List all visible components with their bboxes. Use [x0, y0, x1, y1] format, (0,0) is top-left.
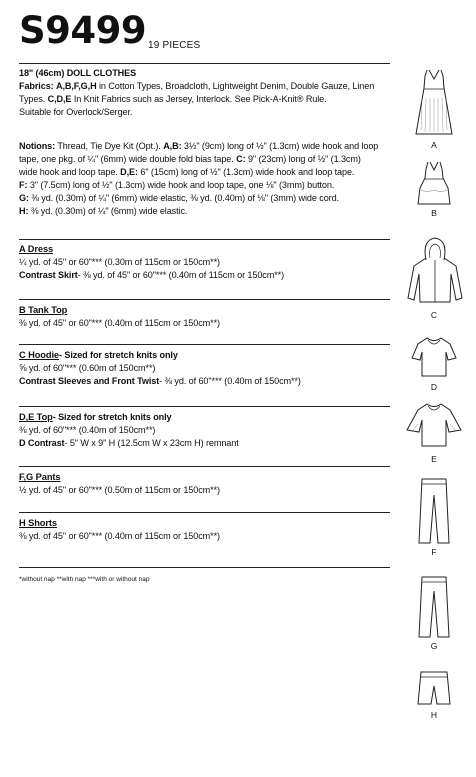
view-e-illustration	[404, 400, 464, 466]
notions-line-5	[19, 192, 390, 205]
view-c-illustration	[404, 236, 464, 322]
yardage-line: ⅜ yd. of 45" or 60"*** (0.40m of 115cm or 150cm**)	[19, 318, 220, 328]
section-h-shorts	[19, 517, 390, 543]
notions-text: 3½" (9cm) long of ½" (1.3cm) wide hook and loop	[181, 141, 379, 151]
tank-top-drawing	[412, 160, 456, 206]
section-heading-note: - Sized for stretch knits only	[59, 350, 178, 360]
view-f-illustration	[404, 477, 464, 559]
yardage-line: ⅝ yd. of 60"*** (0.60m of 150cm**)	[19, 363, 156, 373]
notions-block	[19, 140, 390, 218]
contrast-label: Contrast Skirt	[19, 270, 78, 280]
section-heading: B Tank Top	[19, 305, 68, 315]
pants-g-drawing	[414, 575, 454, 639]
notions-line-2	[19, 153, 390, 166]
notions-text: tape, one pkg. of ¼" (6mm) wide double fold bias tape.	[19, 154, 237, 164]
notions-view-label: D,E:	[120, 167, 138, 177]
notions-view-label: A,B:	[163, 141, 182, 151]
section-heading-text: D,E Top	[19, 412, 53, 422]
top-e-drawing	[405, 400, 463, 450]
divider	[19, 63, 390, 64]
section-heading-note: - Sized for stretch knits only	[52, 412, 172, 422]
view-label: D	[430, 382, 438, 392]
yardage-line	[19, 375, 390, 388]
fabrics-text-2: In Knit Fabrics such as Jersey, Interlock. See Pick-A-Knit® Rule.	[71, 94, 327, 104]
yardage-text: - ⅜ yd. of 60"*** (0.40m of 150cm**)	[159, 376, 301, 386]
notions-line-6	[19, 205, 390, 218]
view-label: G	[430, 641, 438, 651]
shorts-drawing	[414, 670, 454, 708]
divider	[19, 567, 390, 568]
nap-footnote: *without nap **with nap ***with or without nap	[19, 576, 150, 583]
notions-view-label: H:	[19, 206, 29, 216]
view-g-illustration	[404, 575, 464, 653]
yardage-line: ¼ yd. of 45" or 60"*** (0.30m of 115cm or 150cm**)	[19, 257, 220, 267]
notions-text: ⅜ yd. (0.30m) of ¼" (6mm) wide elastic, ⅜ yd. (0.40m) of ⅛" (3mm) wide cord.	[28, 193, 339, 203]
notions-view-label: C:	[236, 154, 246, 164]
fabrics-label: Fabrics:	[19, 81, 54, 91]
fabrics-views-2: C,D,E	[47, 94, 72, 104]
yardage-line: ⅜ yd. of 60"*** (0.40m of 150cm**)	[19, 425, 156, 435]
section-heading: H Shorts	[19, 518, 57, 528]
view-d-illustration	[404, 334, 464, 396]
hoodie-drawing	[404, 236, 466, 306]
section-de-top	[19, 411, 390, 450]
divider	[19, 406, 390, 407]
view-label: H	[430, 710, 438, 720]
view-label: A	[431, 140, 437, 150]
notions-text: 3" (7.5cm) long of ½" (1.3cm) wide hook and loop tape, one ⅛" (3mm) button.	[27, 180, 335, 190]
section-heading	[19, 411, 390, 424]
view-label: B	[431, 208, 437, 218]
view-a-illustration	[404, 68, 464, 152]
divider	[19, 466, 390, 467]
pattern-number: S9499	[19, 9, 147, 52]
notions-view-label: F:	[19, 180, 28, 190]
notions-line-3	[19, 166, 390, 179]
notions-text: wide hook and loop tape.	[19, 167, 121, 177]
fabrics-pre-2: Types.	[19, 94, 48, 104]
section-heading: A Dress	[19, 244, 54, 254]
fabrics-line-3: Suitable for Overlock/Serger.	[19, 107, 133, 117]
fabrics-block	[19, 67, 390, 119]
dress-drawing	[412, 68, 456, 138]
notions-text: Thread, Tie Dye Kit (Opt.).	[55, 141, 164, 151]
view-b-illustration	[404, 160, 464, 222]
notions-line-1	[19, 140, 390, 153]
piece-count: 19 PIECES	[148, 40, 201, 51]
section-c-hoodie	[19, 349, 390, 388]
view-label: E	[431, 454, 437, 464]
yardage-line: ½ yd. of 45" or 60"*** (0.50m of 115cm or 150cm**)	[19, 485, 220, 495]
yardage-text: - 5" W x 9" H (12.5cm W x 23cm H) remnant	[64, 438, 239, 448]
view-label: C	[430, 310, 438, 320]
fabrics-line-1	[19, 80, 390, 93]
fabrics-line-2	[19, 93, 390, 106]
notions-view-label: G:	[19, 193, 29, 203]
notions-line-4	[19, 179, 390, 192]
divider	[19, 344, 390, 345]
notions-label: Notions:	[19, 141, 56, 151]
notions-text: ⅜ yd. (0.30m) of ¼" (6mm) wide elastic.	[28, 206, 188, 216]
section-fg-pants	[19, 471, 390, 497]
notions-text: 9" (23cm) long of ½" (1.3cm)	[245, 154, 361, 164]
fabrics-views-1: A,B,F,G,H	[56, 81, 97, 91]
divider	[19, 299, 390, 300]
contrast-label: Contrast Sleeves and Front Twist	[19, 376, 160, 386]
garment-title: 18" (46cm) DOLL CLOTHES	[19, 68, 137, 78]
view-h-illustration	[404, 670, 464, 722]
pants-f-drawing	[414, 477, 454, 545]
section-heading	[19, 349, 390, 362]
divider	[19, 512, 390, 513]
view-label: F	[431, 547, 437, 557]
yardage-text: - ⅜ yd. of 45" or 60"*** (0.40m of 115cm or 150cm**)	[77, 270, 285, 280]
section-b-tank-top	[19, 304, 390, 330]
fabrics-text-1: in Cotton Types, Broadcloth, Lightweight Denim, Double Gauze, Linen	[96, 81, 375, 91]
section-a-dress	[19, 243, 390, 282]
section-heading: F,G Pants	[19, 472, 61, 482]
contrast-label: D Contrast	[19, 438, 65, 448]
yardage-line	[19, 437, 390, 450]
section-heading-text: C Hoodie	[19, 350, 60, 360]
yardage-line	[19, 269, 390, 282]
yardage-line: ⅜ yd. of 45" or 60"*** (0.40m of 115cm or 150cm**)	[19, 531, 220, 541]
top-d-drawing	[408, 334, 460, 380]
divider	[19, 239, 390, 240]
notions-text: 6" (15cm) long of ½" (1.3cm) wide hook and loop tape.	[137, 167, 355, 177]
